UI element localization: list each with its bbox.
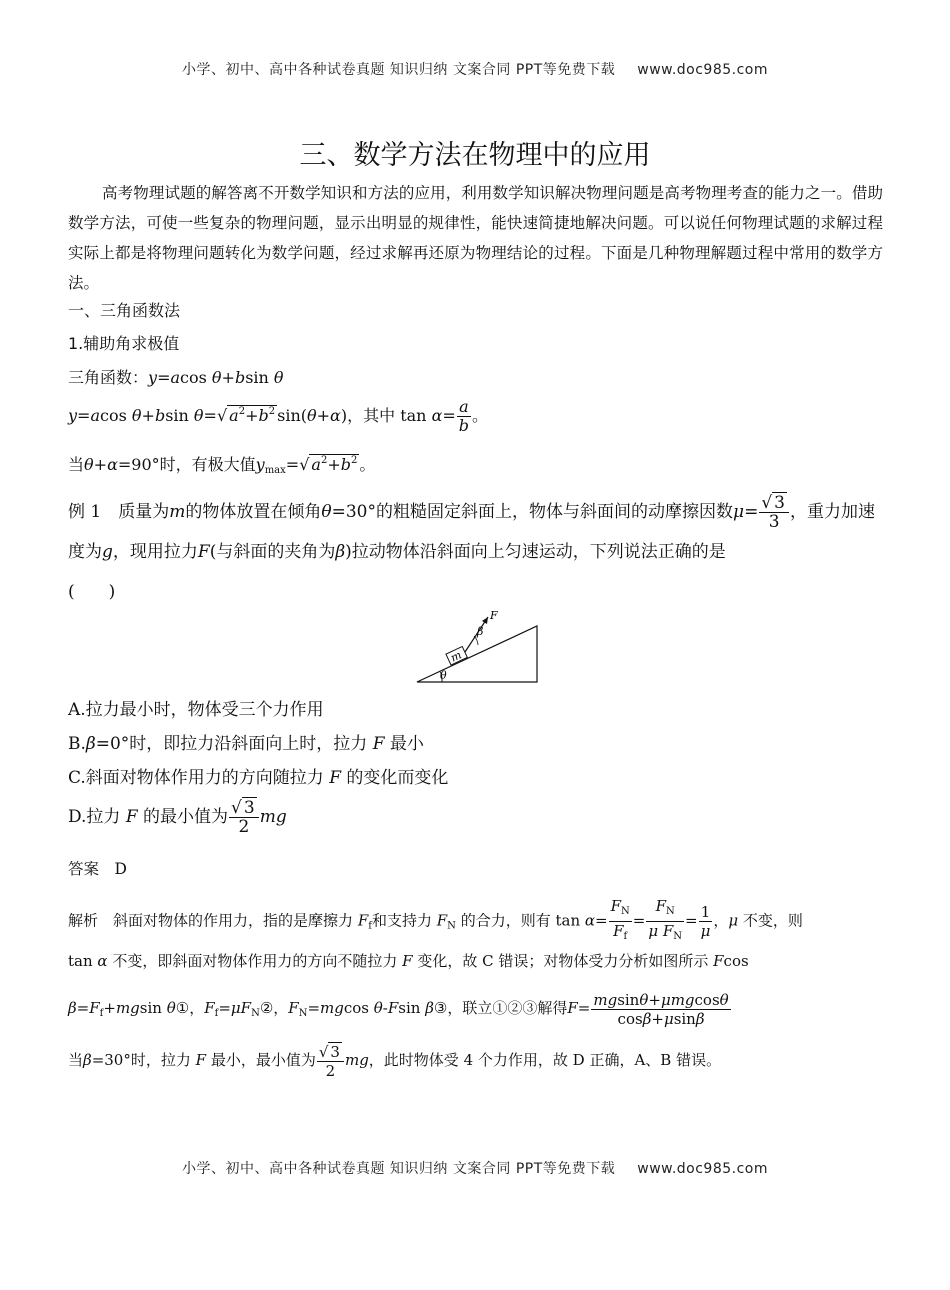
incline-diagram (410, 605, 545, 690)
force-label: F (490, 609, 498, 622)
beta-label: β (477, 625, 484, 638)
answer-line: 答案 D (68, 860, 127, 878)
analysis-line-1: 解析 斜面对物体的作用力，指的是摩擦力 $F_f$和支持力 $F_N$ 的合力，则有 tan α= $\frac{F_N}{F_f}$ = $\frac{F_N}{\mu F_N}$ = $\frac{1}{\mu}$ ，μ 不变，则 (68, 897, 803, 942)
option-c: C.斜面对物体作用力的方向随拉力 F 的变化而变化 (68, 768, 449, 788)
max-value-line: 当θ+α=90°时，有极大值$y_{max}=√$ $a^2+b^2$ 。 (68, 455, 376, 476)
trig-formula-line: 三角函数：y=acos θ+bsin θ (68, 368, 284, 387)
page-header: 小学、初中、高中各种试卷真题 知识归纳 文案合同 PPT等免费下载 www.doc985.com (181, 62, 769, 78)
analysis-line-4: 当β=30°时，拉力 F 最小，最小值为 $\frac{√ 3}{2}$ mg，此时物体受 4 个力作用，故 D 正确，A、B 错误。 (68, 1042, 722, 1080)
section-heading: 一、三角函数法 (68, 301, 181, 320)
analysis-line-3: $\beta=F_f+mgsin$ θ①，$F_f=\mu F_N②$，$F_N=mgcos$ θ-Fsin β③，联立①②③解得F= $\frac{\text{mgsinθ+μmgcosθ}}{\cos\beta+\mu\sin\beta}$ (68, 990, 729, 1028)
theta-label: θ (440, 669, 447, 682)
intro-paragraph: 高考物理试题的解答离不开数学知识和方法的应用，利用数学知识解决物理问题是高考物理考查的能力之一。借助数学方法，可使一些复杂的物理问题，显示出明显的规律性，能快速简捷地解决问题。可以说任何物理试题的求解过程实际上都是将物理问题转化为数学问题，经过求解再还原为物理结论的过程。下面是几种物理解题过程中常用的数学方法。 (68, 184, 883, 292)
option-b: B.β=0°时，即拉力沿斜面向上时，拉力 F 最小 (68, 734, 424, 754)
page-title: 三、数学方法在物理中的应用 (299, 140, 651, 171)
block-group (446, 647, 468, 666)
page-footer: 小学、初中、高中各种试卷真题 知识归纳 文案合同 PPT等免费下载 www.doc985.com (181, 1161, 769, 1177)
mass-label: m (448, 648, 464, 665)
option-a: A.拉力最小时，物体受三个力作用 (68, 700, 324, 720)
subsection-heading: 1.辅助角求极值 (68, 334, 180, 353)
trig-identity-line: y=acos θ+bsin θ=√ $a^2+b^2$ sin(θ+α)，其中 tan α= $\frac{a}{b}$ 。 (68, 397, 489, 435)
analysis-line-2: tan α 不变，即斜面对物体作用力的方向不随拉力 F 变化，故 C 错误；对物体受力分析如图所示 Fcos (68, 952, 749, 970)
option-d: D.拉力 F 的最小值为 $\frac{√ 3}{2}$ mg (68, 798, 287, 837)
example-question: 例 1 质量为m的物体放置在倾角θ=30°的粗糙固定斜面上，物体与斜面间的动摩擦因数μ= $\frac{√ 3}{3}$ ，重力加速度为g，现用拉力F(与斜面的夹角为β)拉动物体沿斜面向上匀速运动，下列说法正确的是 ( ) (68, 493, 875, 602)
